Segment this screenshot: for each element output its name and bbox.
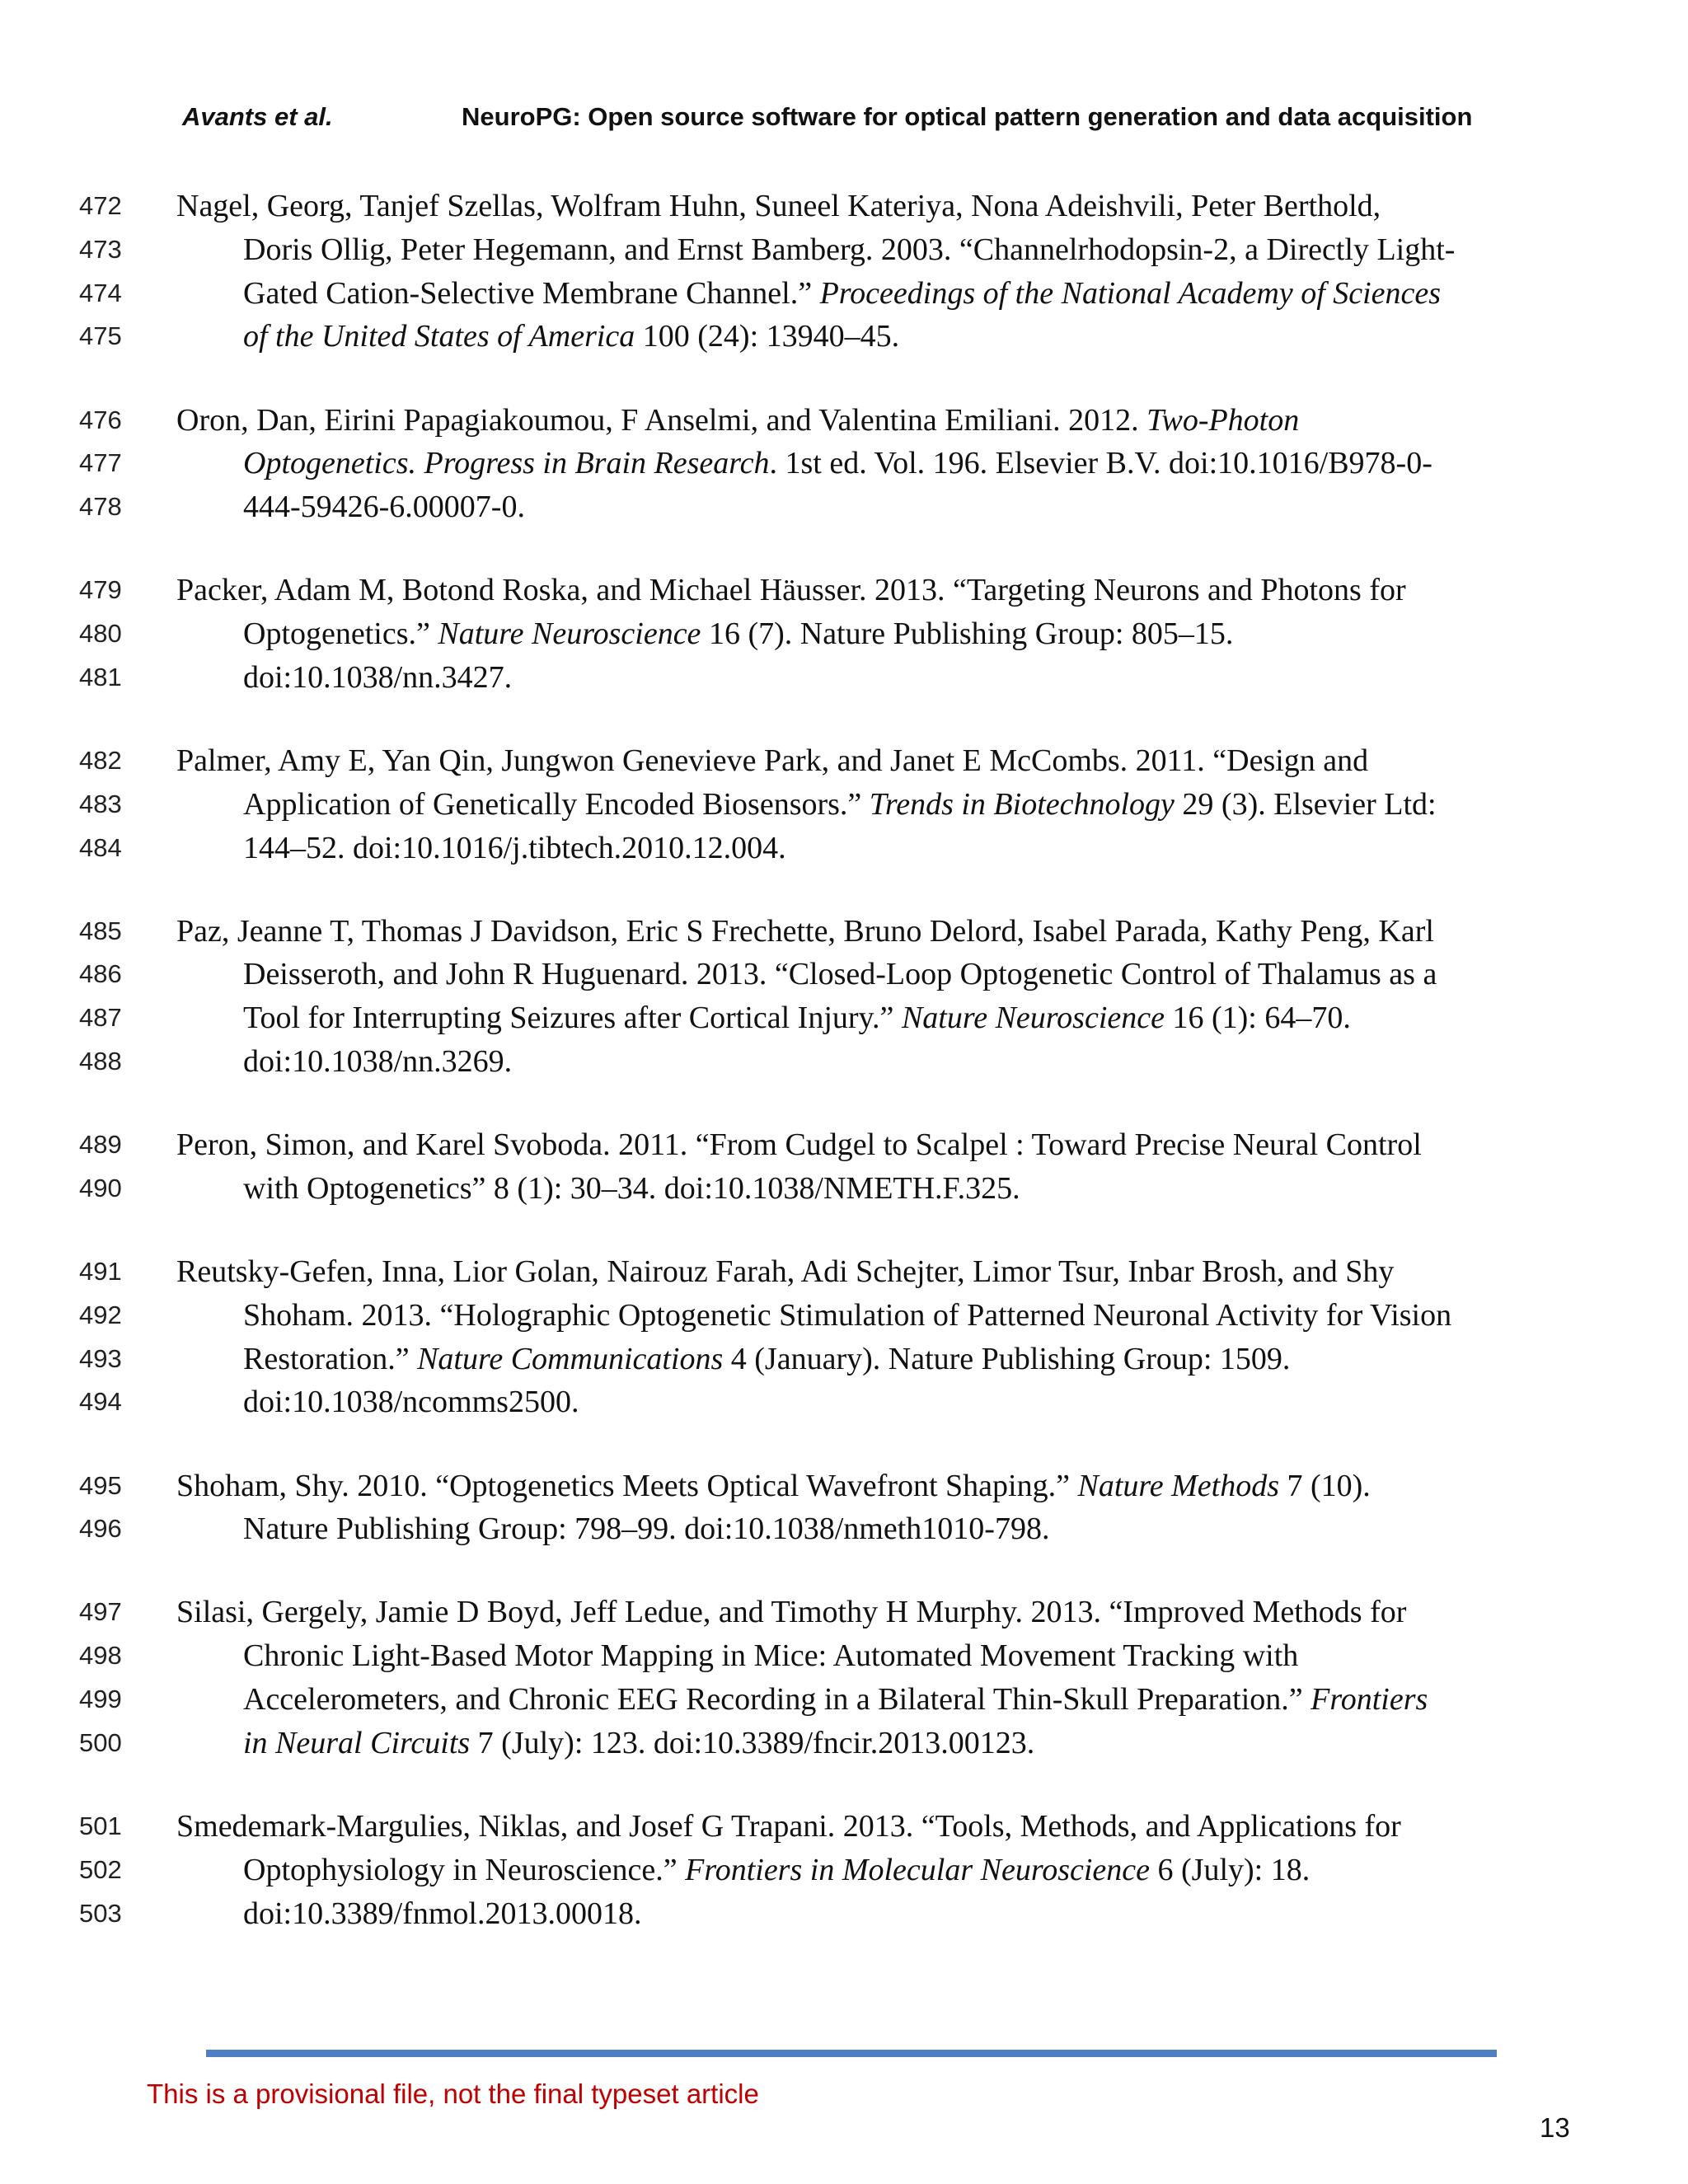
reference-line xyxy=(243,996,1351,1039)
reference-line xyxy=(243,612,1233,655)
line-number: 479 xyxy=(79,575,122,605)
line-number: 499 xyxy=(79,1685,122,1713)
line-number: 503 xyxy=(79,1898,122,1928)
text-segment: Smedemark-Margulies, Niklas, and Josef G Trapani. 2013. “Tools, Methods, and Applications for xyxy=(176,1808,1401,1844)
line-number: 486 xyxy=(79,959,122,989)
line-number: 491 xyxy=(79,1257,122,1286)
text-segment: 144–52. doi:10.1016/j.tibtech.2010.12.004. xyxy=(243,830,786,865)
italic-segment: Optogenetics. Progress in Brain Research xyxy=(243,446,770,481)
line-number: 484 xyxy=(79,832,122,862)
line-number: 481 xyxy=(79,662,122,691)
reference-line xyxy=(243,1678,1428,1721)
text-segment: Doris Ollig, Peter Hegemann, and Ernst Bamberg. 2003. “Channelrhodopsin-2, a Directly Light- xyxy=(243,232,1456,267)
reference-line xyxy=(243,1849,1310,1891)
text-segment: Restoration.” xyxy=(243,1341,418,1376)
italic-segment: in Neural Circuits xyxy=(243,1725,471,1760)
reference-line xyxy=(243,1040,512,1083)
reference-line xyxy=(243,228,1455,271)
text-segment: Silasi, Gergely, Jamie D Boyd, Jeff Ledue, and Timothy H Murphy. 2013. “Improved Methods for xyxy=(176,1595,1407,1630)
reference-line xyxy=(243,656,512,699)
reference-line xyxy=(176,1250,1394,1293)
text-segment: Optogenetics.” xyxy=(243,616,438,651)
line-number: 497 xyxy=(79,1597,122,1627)
line-number: 473 xyxy=(79,234,122,264)
text-segment: doi:10.1038/nn.3269. xyxy=(243,1044,513,1079)
text-segment: Reutsky-Gefen, Inna, Lior Golan, Nairouz Farah, Adi Schejter, Limor Tsur, Inbar Brosh, and Shy xyxy=(176,1254,1395,1289)
reference-line xyxy=(243,1167,1020,1210)
text-segment: doi:10.3389/fnmol.2013.00018. xyxy=(243,1896,642,1931)
text-segment: 29 (3). Elsevier Ltd: xyxy=(1174,786,1437,822)
reference-line xyxy=(243,783,1437,826)
line-number: 475 xyxy=(79,321,122,351)
line-number: 474 xyxy=(79,278,122,307)
reference-line xyxy=(243,485,525,528)
line-number: 488 xyxy=(79,1047,122,1076)
reference-line xyxy=(176,569,1406,612)
text-segment: Deisseroth, and John R Huguenard. 2013. “Closed-Loop Optogenetic Control of Thalamus as a xyxy=(243,957,1437,992)
text-segment: with Optogenetics” 8 (1): 30–34. doi:10.1038/NMETH.F.325. xyxy=(243,1170,1020,1206)
line-number: 480 xyxy=(79,619,122,648)
text-segment: Tool for Interrupting Seizures after Cortical Injury.” xyxy=(243,1001,902,1036)
footer-rule xyxy=(206,2050,1497,2057)
text-segment: 16 (1): 64–70. xyxy=(1165,1001,1351,1036)
reference-line xyxy=(243,953,1437,996)
italic-segment: Trends in Biotechnology xyxy=(869,786,1175,822)
reference-line xyxy=(176,399,1299,442)
line-number: 477 xyxy=(79,448,122,478)
reference-line xyxy=(176,1805,1401,1848)
header-authors: Avants et al. xyxy=(182,102,333,131)
reference-line xyxy=(243,315,899,358)
reference-line xyxy=(176,1123,1422,1166)
page-number: 13 xyxy=(1540,2112,1570,2143)
reference-line xyxy=(243,1892,641,1935)
reference-line xyxy=(176,185,1381,227)
italic-segment: Nature Neuroscience xyxy=(901,1001,1165,1036)
italic-segment: Nature Methods xyxy=(1077,1468,1279,1503)
text-segment: 4 (January). Nature Publishing Group: 1509. xyxy=(723,1341,1291,1376)
text-segment: 16 (7). Nature Publishing Group: 805–15. xyxy=(701,616,1234,651)
text-segment: Oron, Dan, Eirini Papagiakoumou, F Anselmi, and Valentina Emiliani. 2012. xyxy=(176,402,1147,438)
reference-line xyxy=(243,827,786,869)
italic-segment: Nature Neuroscience xyxy=(438,616,701,651)
text-segment: Optophysiology in Neuroscience.” xyxy=(243,1852,686,1887)
text-segment: Paz, Jeanne T, Thomas J Davidson, Eric S Frechette, Bruno Delord, Isabel Parada, Kathy Peng, Karl xyxy=(176,913,1434,949)
line-number: 494 xyxy=(79,1387,122,1417)
line-number: 482 xyxy=(79,745,122,775)
text-segment: doi:10.1038/ncomms2500. xyxy=(243,1385,579,1420)
reference-line xyxy=(176,1465,1371,1507)
line-number: 496 xyxy=(79,1514,122,1544)
line-number: 502 xyxy=(79,1854,122,1884)
reference-line xyxy=(243,272,1441,315)
line-number: 493 xyxy=(79,1343,122,1373)
italic-segment: Two-Photon xyxy=(1146,402,1300,438)
italic-segment: Proceedings of the National Academy of Sciences xyxy=(819,275,1442,311)
line-number: 478 xyxy=(79,492,122,522)
line-number: 492 xyxy=(79,1300,122,1329)
reference-line xyxy=(243,442,1432,485)
reference-line xyxy=(243,1294,1451,1337)
text-segment: Peron, Simon, and Karel Svoboda. 2011. “From Cudgel to Scalpel : Toward Precise Neural Control xyxy=(176,1127,1422,1163)
reference-line xyxy=(176,739,1368,782)
italic-segment: Frontiers xyxy=(1311,1682,1428,1717)
text-segment: Shoham. 2013. “Holographic Optogenetic Stimulation of Patterned Neuronal Activity for Vision xyxy=(243,1297,1452,1333)
line-number: 483 xyxy=(79,789,122,818)
line-number: 476 xyxy=(79,405,122,434)
text-segment: . 1st ed. Vol. 196. Elsevier B.V. doi:10.1016/B978-0- xyxy=(769,446,1432,481)
line-number: 472 xyxy=(79,191,122,220)
text-segment: Chronic Light-Based Motor Mapping in Mice: Automated Movement Tracking with xyxy=(243,1638,1299,1674)
text-segment: 6 (July): 18. xyxy=(1150,1852,1311,1887)
reference-line xyxy=(243,1507,1049,1550)
text-segment: Nagel, Georg, Tanjef Szellas, Wolfram Huhn, Suneel Kateriya, Nona Adeishvili, Peter Berthold, xyxy=(176,189,1381,223)
reference-line xyxy=(243,1722,1034,1765)
line-number: 500 xyxy=(79,1727,122,1757)
text-segment: Packer, Adam M, Botond Roska, and Michael Häusser. 2013. “Targeting Neurons and Photons for xyxy=(176,573,1406,608)
line-number: 487 xyxy=(79,1003,122,1033)
text-segment: doi:10.1038/nn.3427. xyxy=(243,659,513,695)
line-number: 489 xyxy=(79,1130,122,1160)
reference-line xyxy=(243,1338,1290,1380)
text-segment: Shoham, Shy. 2010. “Optogenetics Meets Optical Wavefront Shaping.” xyxy=(176,1468,1078,1503)
italic-segment: of the United States of America xyxy=(243,319,635,354)
line-number: 485 xyxy=(79,916,122,945)
text-segment: 100 (24): 13940–45. xyxy=(635,319,900,354)
reference-line xyxy=(176,910,1434,953)
line-number: 501 xyxy=(79,1811,122,1840)
text-segment: Palmer, Amy E, Yan Qin, Jungwon Genevieve Park, and Janet E McCombs. 2011. “Design and xyxy=(176,743,1369,778)
line-number: 495 xyxy=(79,1470,122,1500)
text-segment: Nature Publishing Group: 798–99. doi:10.1038/nmeth1010-798. xyxy=(243,1511,1050,1547)
line-number: 498 xyxy=(79,1641,122,1671)
text-segment: 7 (10). xyxy=(1278,1468,1371,1503)
text-segment: Accelerometers, and Chronic EEG Recording in a Bilateral Thin-Skull Preparation.” xyxy=(243,1682,1311,1717)
text-segment: Gated Cation-Selective Membrane Channel.” xyxy=(243,275,820,311)
reference-line xyxy=(176,1591,1406,1633)
reference-line xyxy=(243,1380,579,1423)
text-segment: Application of Genetically Encoded Biosensors.” xyxy=(243,786,870,822)
italic-segment: Frontiers in Molecular Neuroscience xyxy=(685,1852,1151,1887)
reference-line xyxy=(243,1634,1298,1677)
italic-segment: Nature Communications xyxy=(417,1341,724,1376)
text-segment: 444-59426-6.00007-0. xyxy=(243,490,525,525)
header-title: NeuroPG: Open source software for optical pattern generation and data acquisition xyxy=(462,102,1473,131)
provisional-note: This is a provisional file, not the final typeset article xyxy=(147,2079,759,2109)
text-segment: 7 (July): 123. doi:10.3389/fncir.2013.00123. xyxy=(470,1725,1035,1760)
line-number: 490 xyxy=(79,1173,122,1202)
